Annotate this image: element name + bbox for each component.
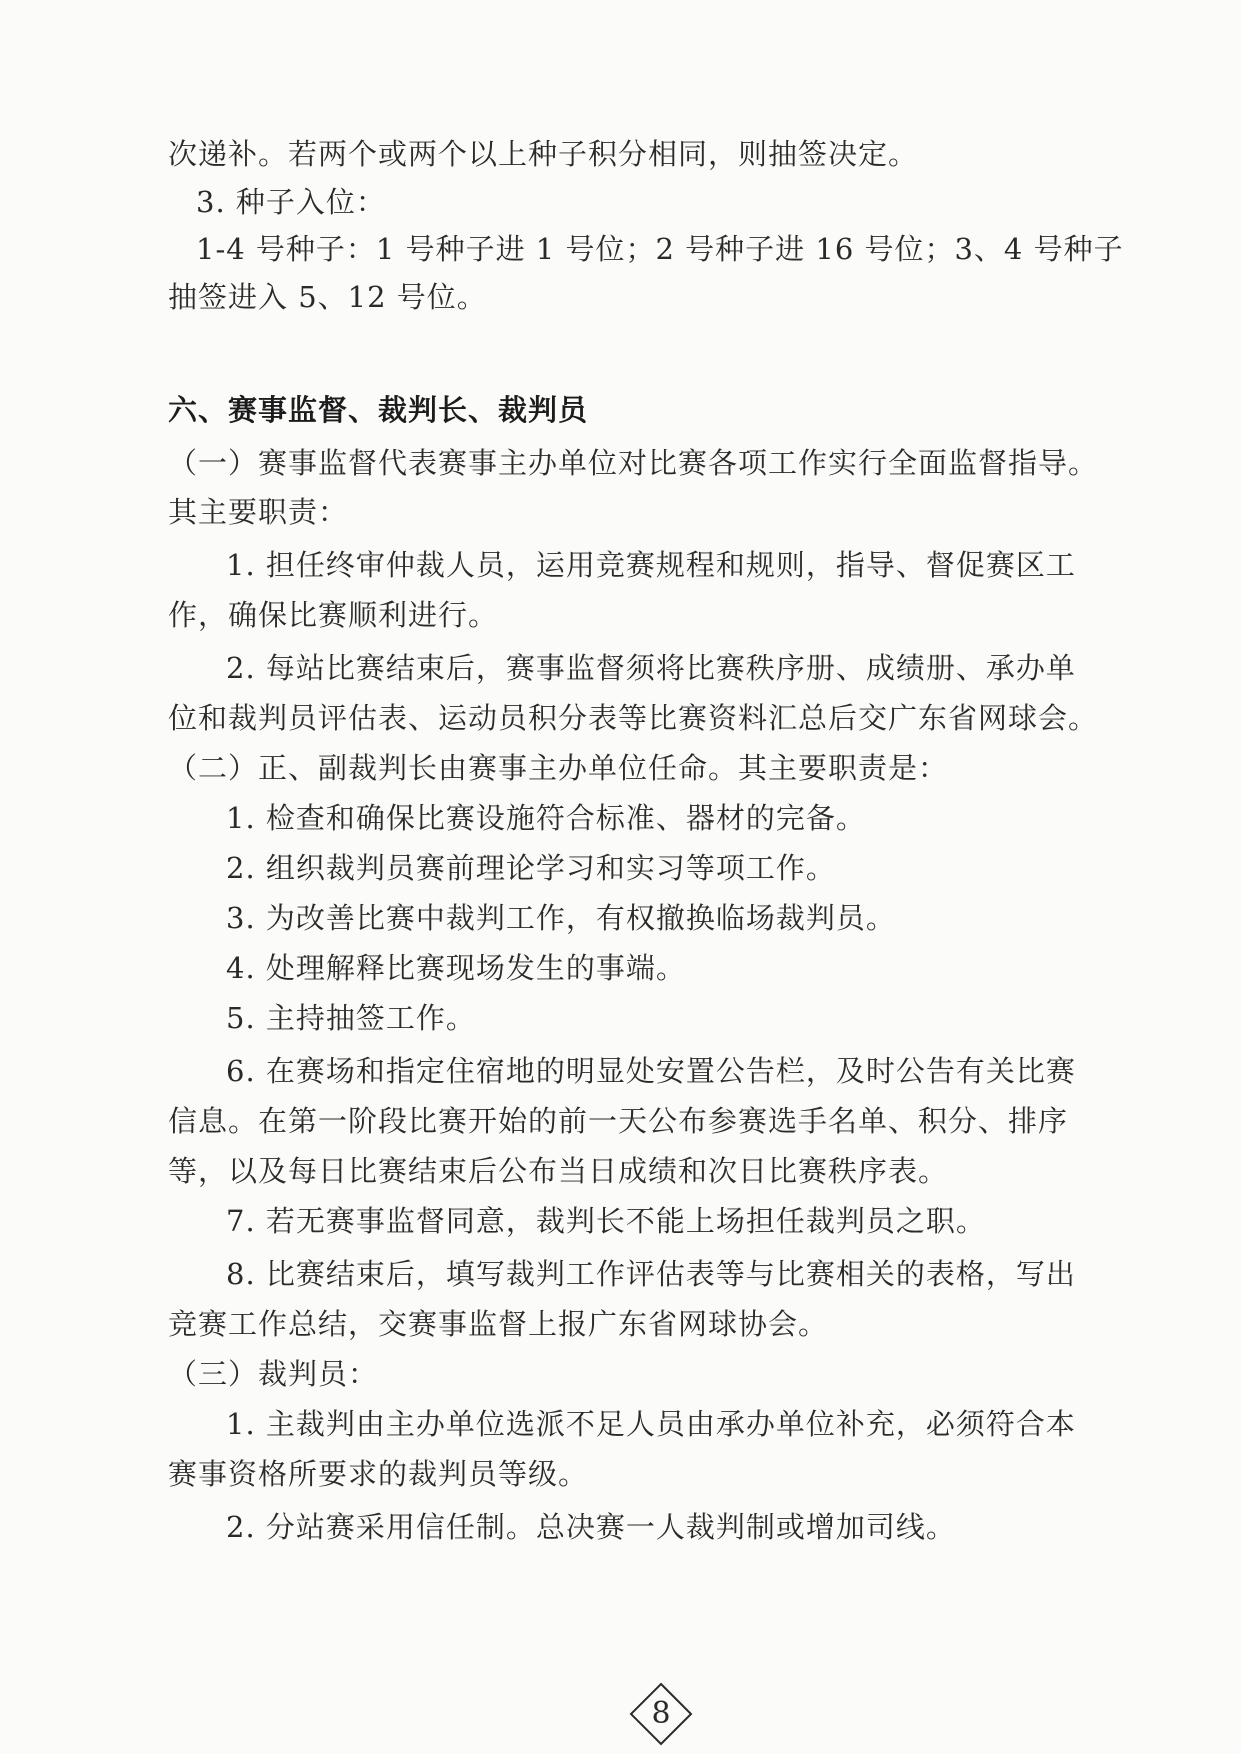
text-line: 6. 在赛场和指定住宿地的明显处安置公告栏，及时公告有关比赛 xyxy=(226,1054,1076,1088)
text-line: 1-4 号种子：1 号种子进 1 号位；2 号种子进 16 号位；3、4 号种子 xyxy=(196,232,1124,266)
text-line: 2. 每站比赛结束后，赛事监督须将比赛秩序册、成绩册、承办单 xyxy=(226,651,1076,685)
text-line: 抽签进入 5、12 号位。 xyxy=(168,280,487,314)
page-number: 8 xyxy=(651,1696,671,1731)
text-line: 8. 比赛结束后，填写裁判工作评估表等与比赛相关的表格，写出 xyxy=(226,1257,1076,1291)
text-line: 等，以及每日比赛结束后公布当日成绩和次日比赛秩序表。 xyxy=(168,1154,949,1188)
text-line: 次递补。若两个或两个以上种子积分相同，则抽签决定。 xyxy=(168,137,919,171)
text-line: 2. 组织裁判员赛前理论学习和实习等项工作。 xyxy=(226,851,836,885)
text-line: 7. 若无赛事监督同意，裁判长不能上场担任裁判员之职。 xyxy=(226,1204,986,1238)
text-line: 5. 主持抽签工作。 xyxy=(226,1001,476,1035)
text-line: 2. 分站赛采用信任制。总决赛一人裁判制或增加司线。 xyxy=(226,1510,956,1544)
text-line: 作，确保比赛顺利进行。 xyxy=(168,598,499,632)
text-line: 竞赛工作总结，交赛事监督上报广东省网球协会。 xyxy=(168,1307,829,1341)
text-line: 信息。在第一阶段比赛开始的前一天公布参赛选手名单、积分、排序 xyxy=(168,1104,1069,1138)
text-line: 4. 处理解释比赛现场发生的事端。 xyxy=(226,951,686,985)
text-line: （二）正、副裁判长由赛事主办单位任命。其主要职责是： xyxy=(168,751,949,785)
text-line: 其主要职责： xyxy=(168,495,349,529)
text-line: 1. 检查和确保比赛设施符合标准、器材的完备。 xyxy=(226,801,866,835)
text-line: 1. 主裁判由主办单位选派不足人员由承办单位补充，必须符合本 xyxy=(226,1407,1076,1441)
section-heading: 六、赛事监督、裁判长、裁判员 xyxy=(168,393,589,427)
text-line: 3. 为改善比赛中裁判工作，有权撤换临场裁判员。 xyxy=(226,901,896,935)
text-line: （一）赛事监督代表赛事主办单位对比赛各项工作实行全面监督指导。 xyxy=(168,446,1099,480)
text-line: 1. 担任终审仲裁人员，运用竞赛规程和规则，指导、督促赛区工 xyxy=(226,548,1076,582)
text-line: （三）裁判员： xyxy=(168,1357,379,1391)
text-line: 3. 种子入位： xyxy=(196,185,386,219)
page-number-badge xyxy=(629,1682,693,1746)
text-line: 位和裁判员评估表、运动员积分表等比赛资料汇总后交广东省网球会。 xyxy=(168,701,1099,735)
text-line: 赛事资格所要求的裁判员等级。 xyxy=(168,1457,589,1491)
